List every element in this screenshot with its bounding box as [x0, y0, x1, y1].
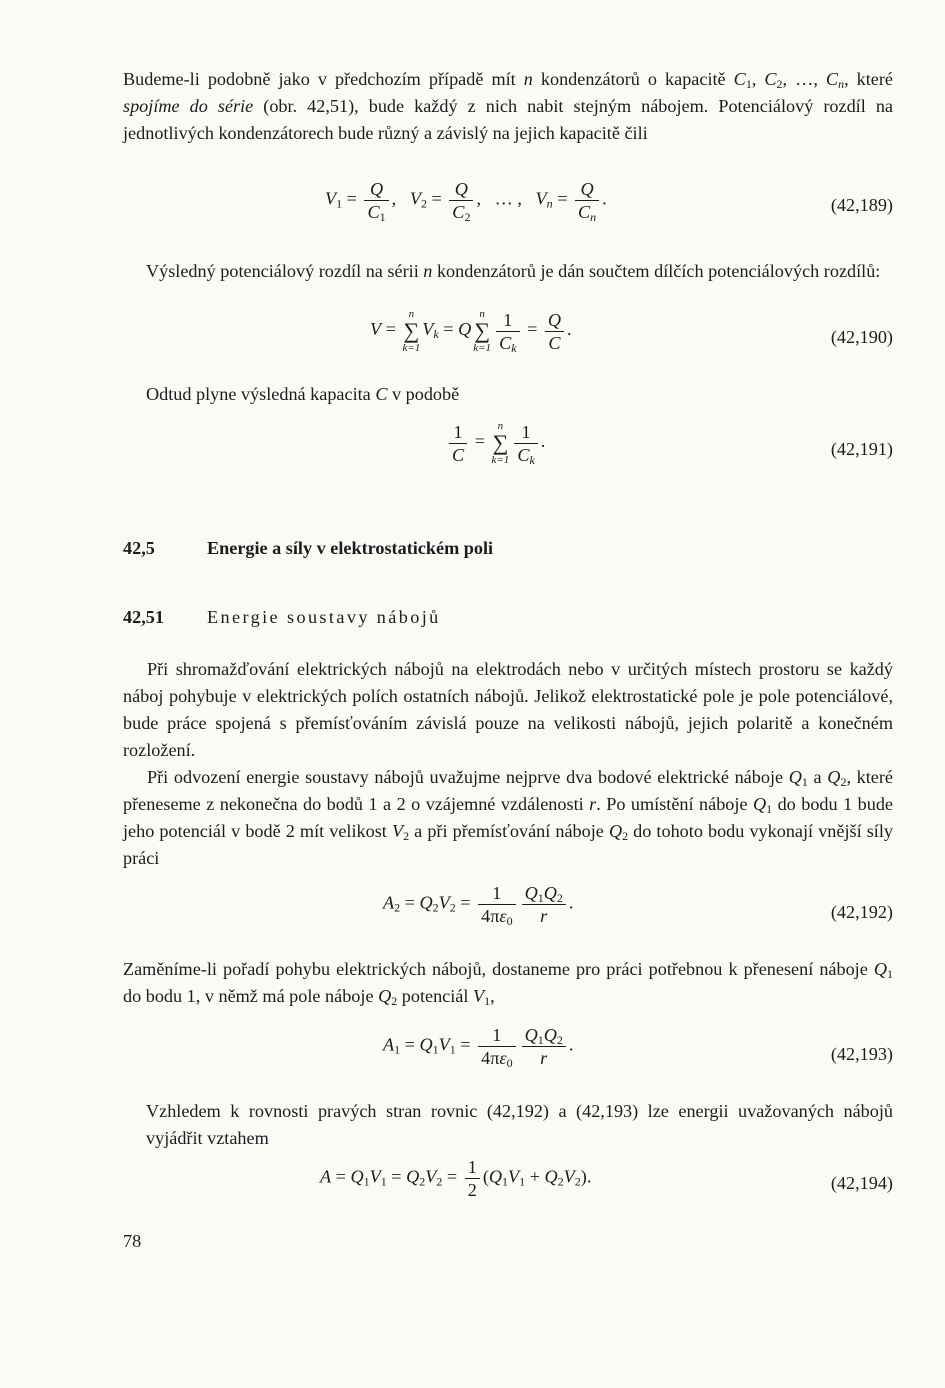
equation-42-193: [0, 1024, 945, 1084]
paragraph-3: [146, 381, 916, 408]
equation-number: (42,192): [830, 902, 893, 922]
equation-42-192: [0, 882, 945, 942]
section-title: Energie a síly v elektrostatickém poli: [207, 538, 494, 558]
equation-42-194: [0, 1156, 945, 1216]
paragraph-5: [123, 764, 893, 872]
section-number: 42,5: [123, 538, 155, 558]
equation-42-190-math: V = n ∑ k=1 $V_k = Q$ n ∑ k=1 $\frac{1}{C_k}$ = $\frac{Q}{C}$ .: [370, 308, 572, 355]
equation-42-191: [0, 420, 945, 480]
paragraph-5-text: Při odvození energie soustavy nábojů uvažujme nejprve dva bodové elektrické náboje $Q_1$ a $Q_2$, které přeneseme z nekonečna do bodů 1 a 2 o vzájemné vzdálenosti r. Po umístění náboje $Q_1$ do bodu 1 bude jeho potenciál v bodě 2 mít velikost $V_2$ a při přemísťování náboje $Q_2$ do tohoto bodu vykonají vnější síly práci: [123, 767, 894, 868]
equation-number: (42,189): [830, 195, 893, 215]
equation-number: (42,190): [830, 327, 893, 347]
subsection-heading: [123, 604, 441, 631]
paragraph-7-text: Vzhledem k rovnosti pravých stran rovnic (42,192) a (42,193) lze energii uvažovaných nábojů vyjádřit vztahem: [146, 1101, 893, 1148]
section-heading: [123, 535, 493, 562]
equation-42-193-math: $A_1 = Q_1V_1$ = $\frac{1}{4\pi\varepsilon_0}$ $\frac{Q_1Q_2}{r}$ .: [383, 1025, 574, 1070]
paragraph-7: [146, 1098, 893, 1152]
paragraph-2-text: Výsledný potenciálový rozdíl na sérii n kondenzátorů je dán součtem dílčích potenciálových rozdílů:: [146, 261, 881, 281]
paragraph-1: [123, 66, 893, 147]
equation-number: (42,193): [830, 1044, 893, 1064]
equation-42-190: [0, 308, 945, 368]
paragraph-6: [123, 956, 893, 1010]
paragraph-6-text: Zaměníme-li pořadí pohybu elektrických nábojů, dostaneme pro práci potřebnou k přenesení náboje $Q_1$ do bodu 1, v němž má pole náboje $Q_2$ potenciál $V_1$,: [123, 959, 893, 1008]
equation-number: (42,191): [830, 439, 893, 459]
paragraph-4-text: Při shromažďování elektrických nábojů na elektrodách nebo v určitých místech prostoru se každý náboj pohybuje v elektrických polích ostatních nábojů. Jelikož elektrostatické pole je pole potenciálové, bude práce spojená s přemísťováním závislá pouze na velikosti nábojů, jejich polaritě a konečném rozložení.: [123, 659, 893, 760]
equation-42-189-math: $V_1$ = $\frac{Q}{C_1}$ , $V_2$ = $\frac{Q}{C_2}$ , … , $V_n$ = $\frac{Q}{C_n}$ .: [325, 179, 607, 224]
page-number: 78: [123, 1231, 142, 1251]
subsection-title: Energie soustavy nábojů: [207, 607, 441, 627]
paragraph-4: [123, 656, 893, 764]
paragraph-3-text: Odtud plyne výsledná kapacita C v podobě: [146, 384, 460, 404]
equation-42-191-math: $\frac{1}{C}$ = n ∑ k=1 $\frac{1}{C_k}$ .: [446, 420, 545, 466]
paragraph-2: [146, 258, 893, 285]
subsection-number: 42,51: [123, 607, 164, 627]
equation-42-192-math: $A_2 = Q_2V_2$ = $\frac{1}{4\pi\varepsilon_0}$ $\frac{Q_1Q_2}{r}$ .: [383, 883, 574, 928]
equation-number: (42,194): [830, 1173, 893, 1193]
equation-42-194-math: $A = Q_1V_1 = Q_2V_2$ = $\frac{1}{2}$ $(Q_1V_1 + Q_2V_2)$.: [320, 1157, 592, 1200]
paragraph-1-text: Budeme-li podobně jako v předchozím případě mít n kondenzátorů o kapacitě $C_1$, $C_2$, …, $C_n$, které spojíme do série (obr. 42,51), bude každý z nich nabit stejným nábojem. Potenciálový rozdíl na jednotlivých kondenzátorech bude různý a závislý na jejich kapacitě čili: [123, 69, 893, 143]
equation-42-189: [0, 178, 945, 238]
